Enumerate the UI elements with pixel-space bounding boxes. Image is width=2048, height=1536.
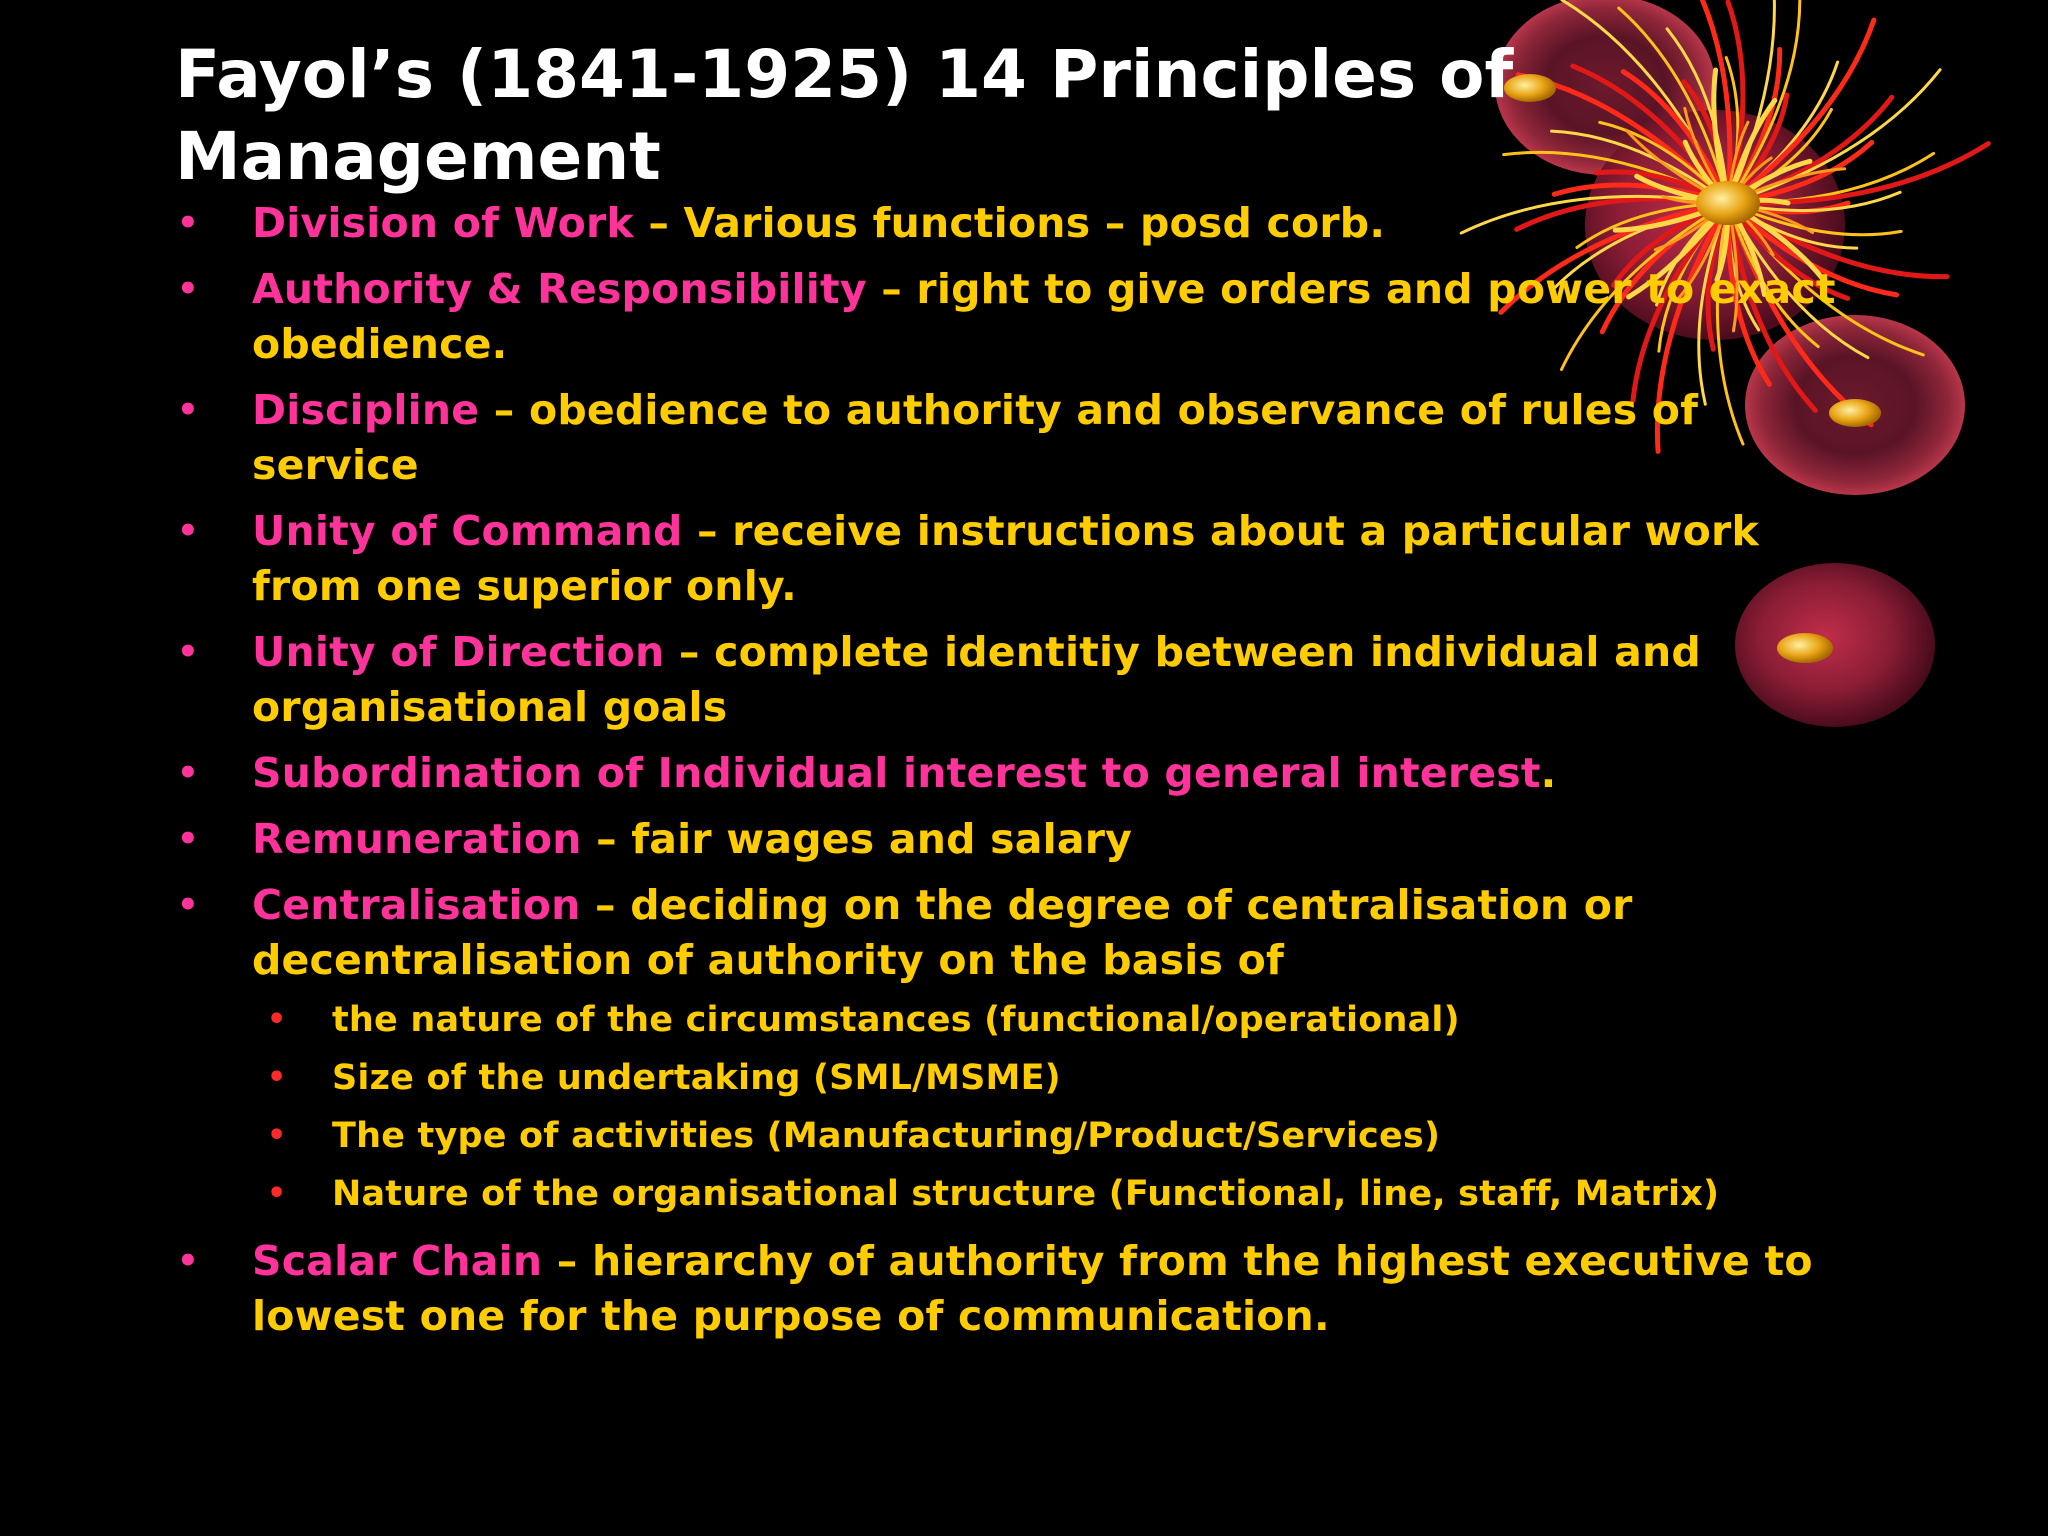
principle-description: – right to give orders and power to exact obedience. <box>252 265 1836 368</box>
principle-description: – obedience to authority and observance of rules of service <box>252 386 1699 489</box>
sub-bullet-icon: • <box>267 1176 287 1211</box>
principle-item <box>175 383 1875 493</box>
bullet-icon: • <box>177 390 199 430</box>
principle-item <box>175 812 1875 867</box>
title-line-1: Fayol’s (1841-1925) 14 Principles of <box>175 36 1514 113</box>
sub-item-text: the nature of the circumstances (functional/operational) <box>332 1000 1460 1040</box>
sub-bullet-icon: • <box>267 1118 287 1153</box>
principle-item <box>175 196 1875 251</box>
principle-term: Division of Work <box>252 199 634 247</box>
sub-item-text: Nature of the organisational structure (Functional, line, staff, Matrix) <box>332 1174 1720 1214</box>
principle-description: – hierarchy of authority from the highest executive to lowest one for the purpose of communication. <box>252 1237 1813 1340</box>
principle-description: – fair wages and salary <box>581 815 1133 863</box>
sub-item <box>267 1165 1875 1223</box>
sub-item <box>267 1049 1875 1107</box>
bullet-icon: • <box>177 753 199 793</box>
principle-term: Unity of Direction <box>252 628 665 676</box>
sub-item <box>267 1107 1875 1165</box>
bullet-icon: • <box>177 511 199 551</box>
principle-description: – deciding on the degree of centralisation or decentralisation of authority on the basis of <box>252 881 1633 984</box>
principle-item <box>175 262 1875 372</box>
principle-description: . <box>1540 749 1557 797</box>
principle-term: Unity of Command <box>252 507 683 555</box>
bullet-icon: • <box>177 819 199 859</box>
title-line-2: Management <box>175 118 661 195</box>
bullet-icon: • <box>177 1241 199 1281</box>
sub-bullet-icon: • <box>267 1060 287 1095</box>
principle-item <box>175 878 1875 1223</box>
principle-term: Centralisation <box>252 881 581 929</box>
principle-item <box>175 625 1875 735</box>
centralisation-sublist <box>252 991 1875 1223</box>
principle-item <box>175 1234 1875 1344</box>
bullet-icon: • <box>177 203 199 243</box>
sub-item-text: Size of the undertaking (SML/MSME) <box>332 1058 1061 1098</box>
principle-item <box>175 504 1875 614</box>
principle-description: – complete identitiy between individual and organisational goals <box>252 628 1701 731</box>
principles-list <box>175 196 1875 1355</box>
principle-term: Subordination of Individual interest to general interest <box>252 749 1541 797</box>
principle-description: – receive instructions about a particular work from one superior only. <box>252 507 1759 610</box>
bullet-icon: • <box>177 885 199 925</box>
slide-title <box>175 34 1575 198</box>
sub-item <box>267 991 1875 1049</box>
principle-term: Remuneration <box>252 815 582 863</box>
sub-bullet-icon: • <box>267 1002 287 1037</box>
bullet-icon: • <box>177 632 199 672</box>
principle-description: – Various functions – posd corb. <box>633 199 1386 247</box>
principle-term: Scalar Chain <box>252 1237 543 1285</box>
principle-term: Discipline <box>252 386 480 434</box>
principle-term: Authority & Responsibility <box>252 265 867 313</box>
bullet-icon: • <box>177 269 199 309</box>
sub-item-text: The type of activities (Manufacturing/Product/Services) <box>332 1116 1441 1156</box>
principle-item <box>175 746 1875 801</box>
